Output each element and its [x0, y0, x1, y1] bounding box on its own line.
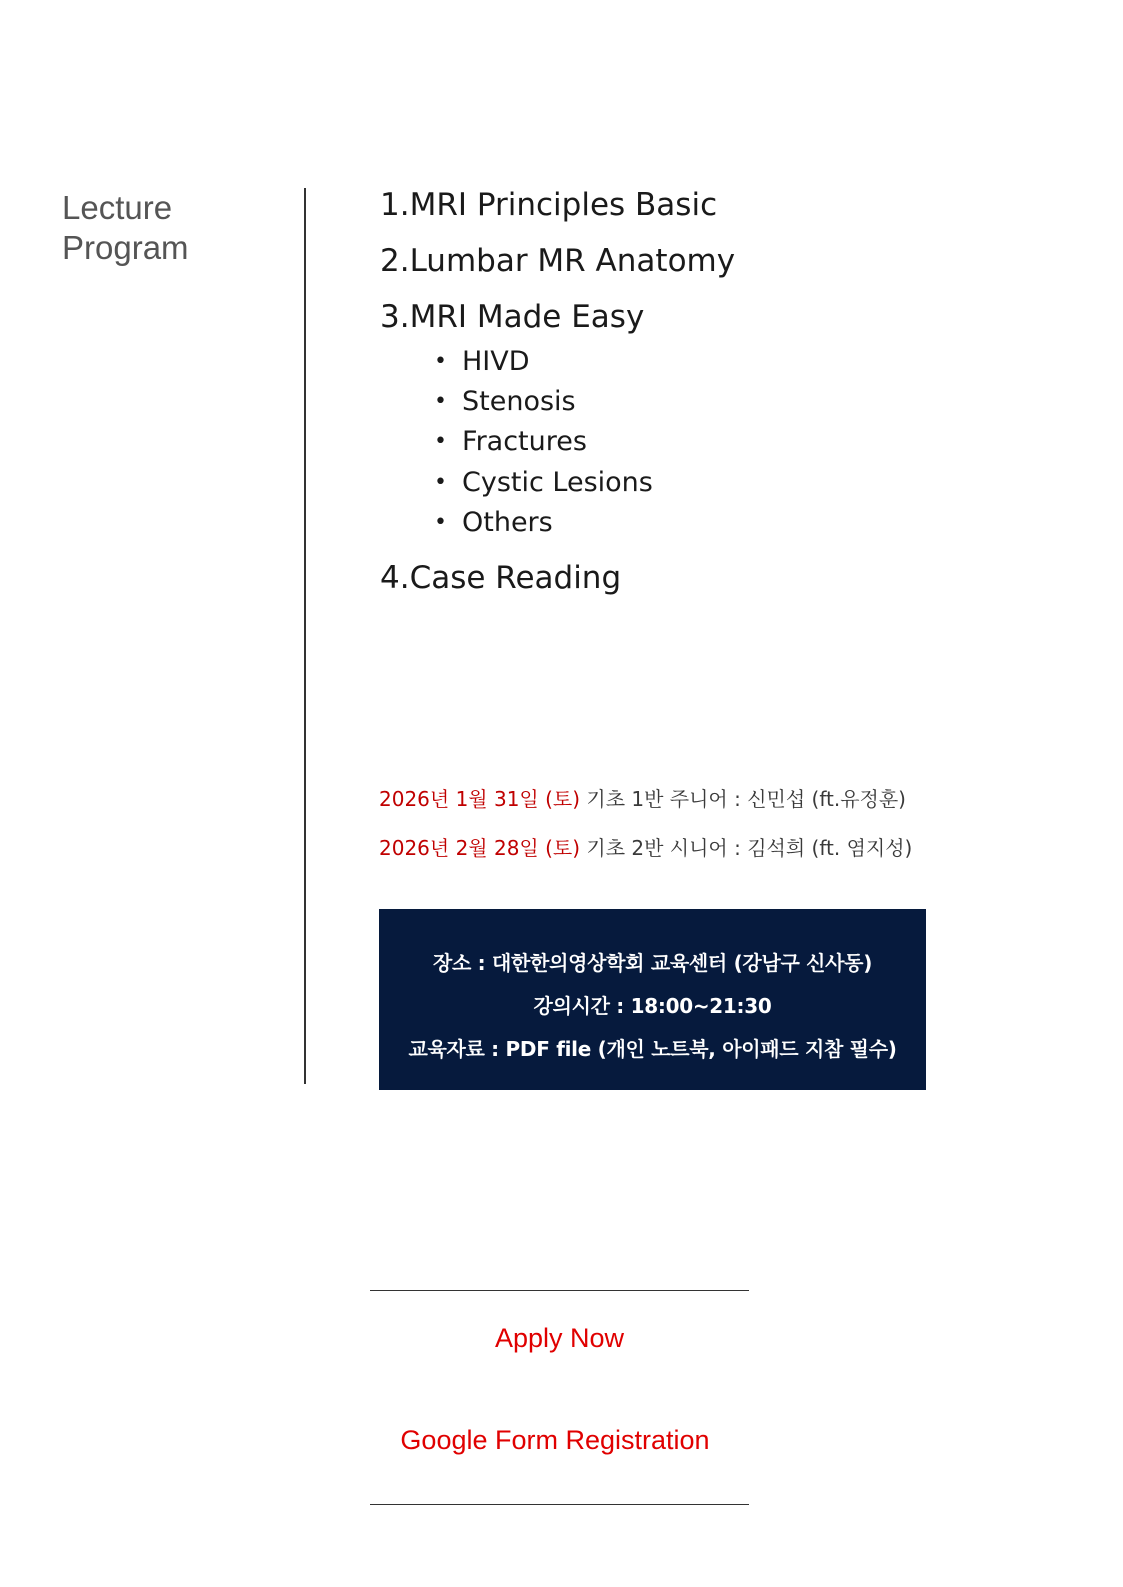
schedule-detail: 기초 1반 주니어 : 신민섭 (ft.유정훈)	[580, 787, 906, 811]
topic-item-cystic-lesions	[434, 463, 980, 503]
topic-item-fractures	[434, 422, 980, 462]
topic-label: HIVD	[462, 346, 530, 377]
lecture-program-list	[380, 184, 980, 599]
top-rule	[370, 1290, 749, 1291]
program-item-label: 2.Lumbar MR Anatomy	[380, 243, 736, 279]
bottom-rule	[370, 1504, 749, 1505]
topic-sublist	[380, 342, 980, 543]
schedule-detail: 기초 2반 시니어 : 김석희 (ft. 염지성)	[580, 836, 913, 860]
vertical-divider	[304, 188, 306, 1084]
topic-item-others	[434, 503, 980, 543]
program-item-4	[380, 557, 980, 599]
topic-item-hivd	[434, 342, 980, 382]
location-info: 장소 : 대한한의영상학회 교육센터 (강남구 신사동)	[432, 951, 873, 975]
time-info: 강의시간 : 18:00~21:30	[533, 994, 772, 1018]
topic-label: Stenosis	[462, 386, 576, 418]
schedule-date: 2026년 2월 28일 (토)	[379, 836, 581, 860]
bullet-icon: •	[434, 469, 447, 495]
schedule-list	[379, 784, 999, 863]
info-box	[379, 909, 926, 1090]
topic-item-stenosis	[434, 382, 980, 422]
schedule-row-class2	[379, 833, 999, 863]
bullet-icon: •	[434, 429, 447, 455]
apply-now-link[interactable]: Apply Now	[494, 1323, 625, 1353]
google-form-registration-link[interactable]: Google Form Registration	[400, 1425, 710, 1455]
bullet-icon: •	[434, 389, 447, 415]
schedule-date: 2026년 1월 31일 (토)	[379, 787, 581, 811]
section-title-line2: Program	[62, 229, 189, 266]
schedule-row-class1	[379, 784, 999, 814]
section-title	[62, 188, 282, 268]
topic-label: Fractures	[462, 426, 587, 458]
bullet-icon: •	[434, 509, 447, 535]
program-item-1	[380, 184, 980, 226]
topic-label: Cystic Lesions	[462, 466, 653, 498]
program-item-label: 3.MRI Made Easy	[380, 299, 645, 335]
materials-info: 교육자료 : PDF file (개인 노트북, 아이패드 지참 필수)	[408, 1037, 897, 1061]
section-title-line1: Lecture	[62, 189, 173, 226]
program-item-2	[380, 240, 980, 282]
program-item-label: 4.Case Reading	[380, 560, 622, 597]
bullet-icon: •	[434, 349, 447, 374]
topic-label: Others	[462, 506, 553, 538]
program-item-3	[380, 296, 980, 543]
program-item-label: 1.MRI Principles Basic	[380, 187, 718, 223]
